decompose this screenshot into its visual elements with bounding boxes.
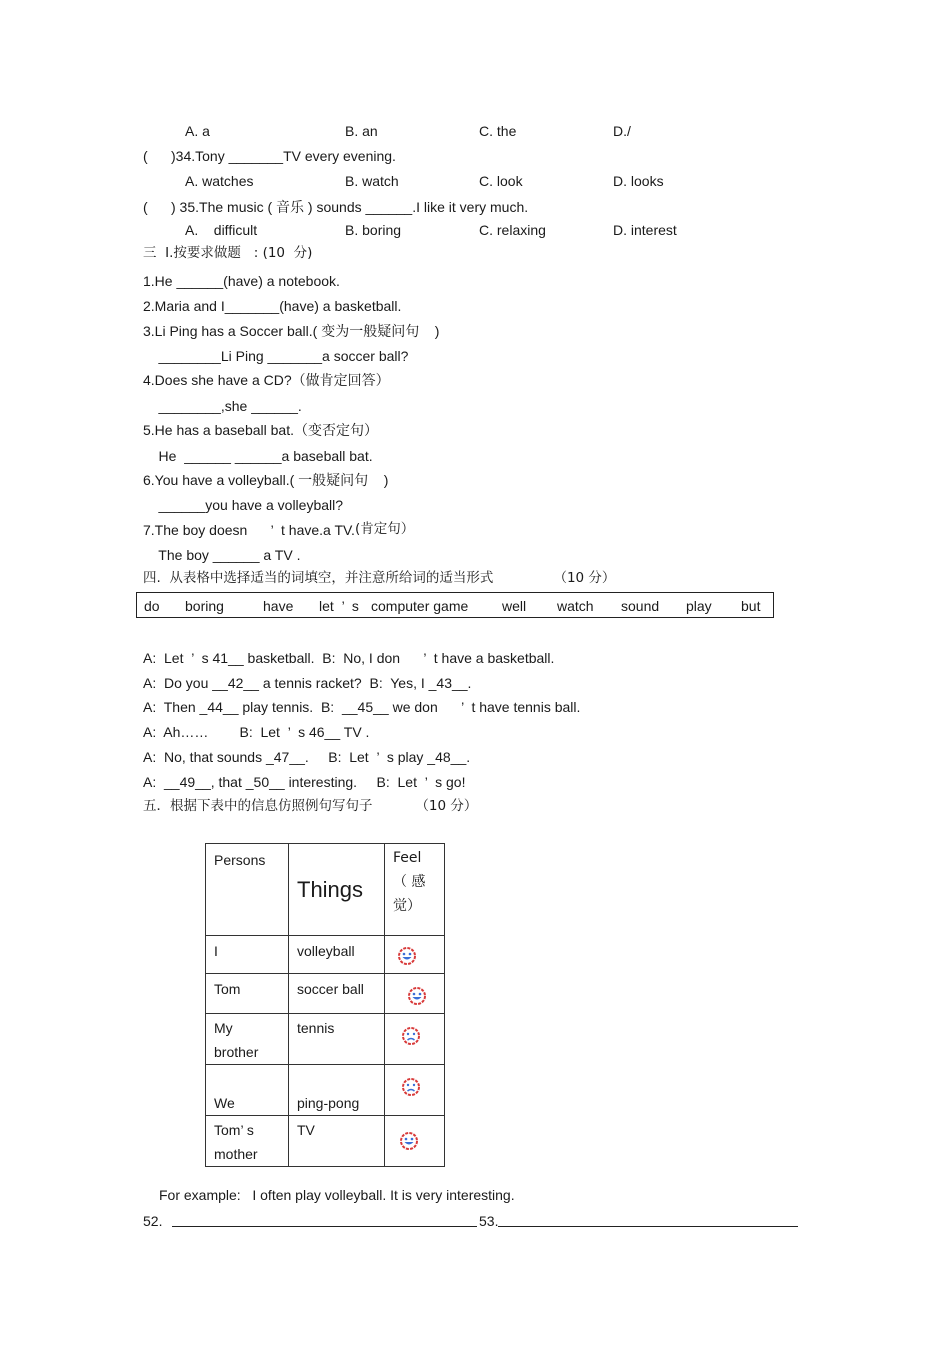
word-bank-item: computer game: [371, 598, 469, 614]
example-sentence: For example: I often play volleyball. It is very interesting.: [159, 1187, 515, 1203]
q34-option-b: B. watch: [345, 173, 399, 189]
row-thing: ping-pong: [289, 1065, 385, 1116]
header-things: Things: [289, 844, 385, 936]
happy-face-icon: [399, 1131, 419, 1151]
q35-question: ( ) 35.The music ( 音乐 ) sounds ______.I like it very much.: [143, 199, 529, 215]
word-bank-item: watch: [557, 598, 594, 614]
q35-option-c: C. relaxing: [479, 222, 546, 238]
word-bank-item: well: [502, 598, 527, 614]
happy-face-icon: [397, 946, 417, 966]
s3-line-11: 7.The boy doesn ’ t have.a TV.: [143, 522, 355, 538]
row-feel: [385, 936, 445, 974]
row-thing: tennis: [289, 1014, 385, 1065]
s3-line-5: 4.Does she have a CD?（做肯定回答）: [143, 372, 390, 388]
s3-line-2: 2.Maria and I_______(have) a basketball.: [143, 298, 402, 314]
dialog-line-6: A: __49__, that _50__ interesting. B: Let ’ s go!: [143, 774, 466, 790]
section4-title: 四. 从表格中选择适当的词填空，并注意所给词的适当形式 （10 分）: [143, 570, 616, 586]
row-thing: TV: [289, 1116, 385, 1167]
dialog-line-4: A: Ah…… B: Let ’ s 46__ TV .: [143, 724, 370, 740]
row-feel: [385, 974, 445, 1014]
header-feel: Feel （ 感 觉）: [385, 844, 445, 936]
word-bank-box: [136, 592, 774, 618]
row-thing: soccer ball: [289, 974, 385, 1014]
s3-line-10: ______you have a volleyball?: [143, 497, 344, 513]
row-person: My brother: [206, 1014, 289, 1065]
q35-option-a: A. difficult: [185, 222, 258, 238]
q34-question: ( )34.Tony _______TV every evening.: [143, 148, 396, 164]
q53-label: 53.: [479, 1213, 499, 1229]
section3-title: 三 I.按要求做题 : (10 分): [143, 245, 313, 261]
word-bank-item: sound: [621, 598, 660, 614]
feelings-table: [205, 843, 445, 1167]
q33-option-d: D./: [613, 123, 631, 139]
sad-face-icon: [401, 1077, 421, 1097]
q53-answer-line[interactable]: [498, 1226, 798, 1227]
s3-line-4: ________Li Ping _______a soccer ball?: [143, 348, 409, 364]
happy-face-icon: [407, 986, 427, 1006]
s3-line-1: 1.He ______(have) a notebook.: [143, 273, 340, 289]
word-bank-item: but: [741, 598, 761, 614]
q35-option-d: D. interest: [613, 222, 677, 238]
s3-line-6: ________,she ______.: [143, 398, 302, 414]
s3-line-7: 5.He has a baseball bat.（变否定句）: [143, 422, 378, 438]
s3-line-3: 3.Li Ping has a Soccer ball.( 变为一般疑问句 ): [143, 323, 440, 339]
word-bank-item: play: [686, 598, 712, 614]
word-bank-item: boring: [185, 598, 224, 614]
s3-line-11-note: (肯定句）: [355, 521, 415, 537]
dialog-line-5: A: No, that sounds _47__. B: Let ’ s play _48__.: [143, 749, 471, 765]
row-person: Tom’ s mother: [206, 1116, 289, 1167]
word-bank-item: have: [263, 598, 294, 614]
q34-option-c: C. look: [479, 173, 523, 189]
row-feel: [385, 1065, 445, 1116]
row-person: Tom: [206, 974, 289, 1014]
s3-line-9: 6.You have a volleyball.( 一般疑问句 ): [143, 472, 389, 488]
q33-option-a: A. a: [185, 123, 210, 139]
row-person: I: [206, 936, 289, 974]
row-feel: [385, 1116, 445, 1167]
row-thing: volleyball: [289, 936, 385, 974]
s3-line-12: The boy ______ a TV .: [143, 547, 301, 563]
q52-answer-line[interactable]: [172, 1226, 477, 1227]
dialog-line-2: A: Do you __42__ a tennis racket? B: Yes, I _43__.: [143, 675, 472, 691]
q33-option-c: C. the: [479, 123, 517, 139]
q33-option-b: B. an: [345, 123, 378, 139]
header-persons: Persons: [206, 844, 289, 936]
word-bank-item: do: [144, 598, 160, 614]
dialog-line-3: A: Then _44__ play tennis. B: __45__ we don ’ t have tennis ball.: [143, 699, 581, 715]
q52-label: 52.: [143, 1213, 163, 1229]
q34-option-a: A. watches: [185, 173, 254, 189]
row-person: We: [206, 1065, 289, 1116]
dialog-line-1: A: Let ’ s 41__ basketball. B: No, I don ’ t have a basketball.: [143, 650, 555, 666]
sad-face-icon: [401, 1026, 421, 1046]
word-bank-item: let ’ s: [319, 598, 359, 614]
section5-title: 五．根据下表中的信息仿照例句写句子 （10 分）: [143, 798, 478, 814]
q34-option-d: D. looks: [613, 173, 664, 189]
row-feel: [385, 1014, 445, 1065]
q35-option-b: B. boring: [345, 222, 402, 238]
s3-line-8: He ______ ______a baseball bat.: [143, 448, 373, 464]
